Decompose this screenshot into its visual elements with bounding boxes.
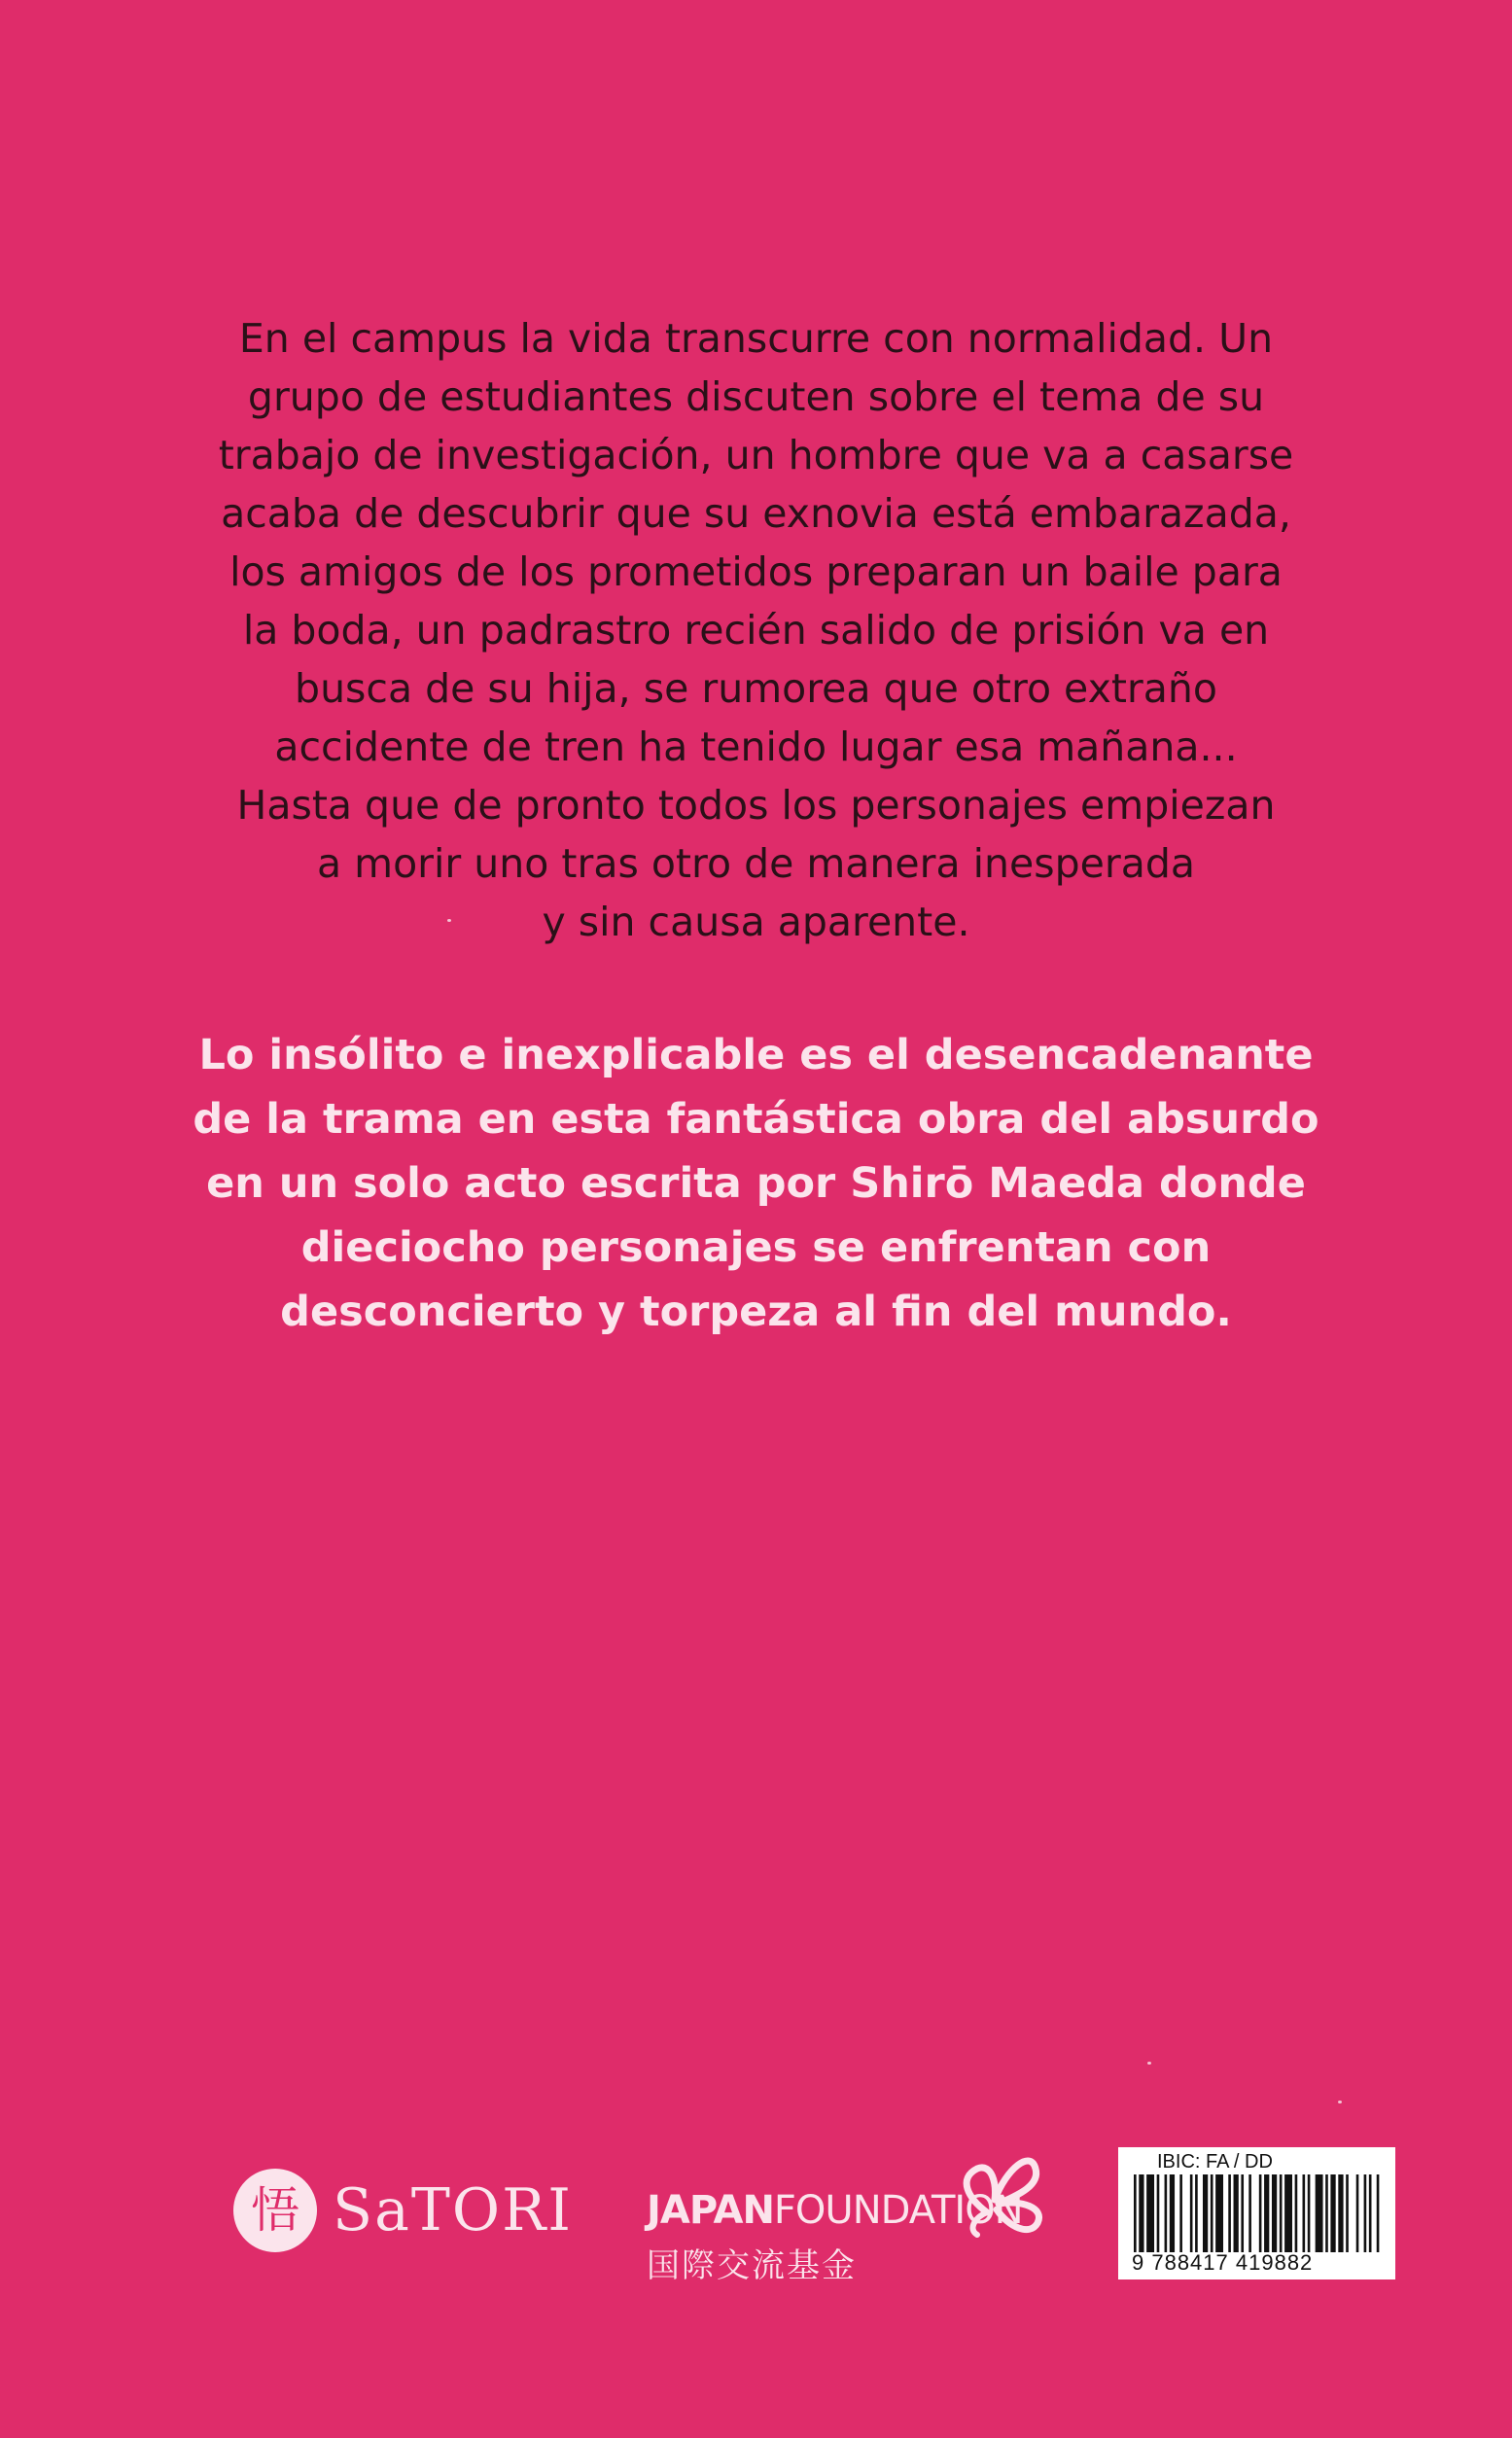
- barcode-bar: [1211, 2174, 1213, 2252]
- barcode-bar: [1165, 2174, 1168, 2252]
- barcode-bar: [1346, 2174, 1349, 2252]
- synopsis-line: la boda, un padrastro recién salido de prisión va en: [242, 607, 1270, 654]
- ibic-code: IBIC: FA / DD: [1157, 2151, 1273, 2173]
- blurb-paragraph: [146, 1023, 1366, 1344]
- synopsis-line: busca de su hija, se rumorea que otro extraño: [295, 665, 1217, 712]
- blurb-line: de la trama en esta fantástica obra del absurdo: [193, 1095, 1319, 1144]
- barcode-bar: [1295, 2174, 1298, 2252]
- barcode-bar: [1179, 2174, 1182, 2252]
- barcode-bar: [1272, 2174, 1277, 2252]
- barcode-bar: [1157, 2174, 1160, 2252]
- barcode-bars: [1134, 2174, 1382, 2252]
- barcode-bar: [1280, 2174, 1283, 2252]
- paper-speck: [1338, 2101, 1342, 2103]
- synopsis-line: los amigos de los prometidos preparan un baile para: [229, 548, 1283, 595]
- blurb-line: dieciocho personajes se enfrentan con: [300, 1223, 1212, 1272]
- partner-name-light: FOUNDATION: [773, 2188, 1023, 2233]
- isbn-barcode: [1118, 2147, 1395, 2279]
- barcode-bar: [1170, 2174, 1175, 2252]
- synopsis-line: En el campus la vida transcurre con normalidad. Un: [238, 315, 1274, 362]
- isbn-number: 9 788417 419882: [1132, 2250, 1314, 2275]
- partner-name-bold: JAPAN: [647, 2188, 774, 2233]
- paper-speck: [1147, 2062, 1151, 2065]
- synopsis-line: y sin causa aparente.: [542, 899, 970, 945]
- synopsis-line: trabajo de investigación, un hombre que va a casarse: [218, 432, 1294, 478]
- paper-speck: [447, 919, 451, 922]
- barcode-bar: [1364, 2174, 1367, 2252]
- barcode-bar: [1203, 2174, 1208, 2252]
- barcode-bar: [1316, 2174, 1323, 2252]
- synopsis-line: a morir uno tras otro de manera inesperada: [316, 840, 1195, 887]
- barcode-bar: [1215, 2174, 1223, 2252]
- barcode-bar: [1241, 2174, 1244, 2252]
- barcode-bar: [1234, 2174, 1239, 2252]
- barcode-bar: [1195, 2174, 1198, 2252]
- barcode-bar: [1190, 2174, 1193, 2252]
- partner-name-japanese: 国際交流基金: [647, 2246, 857, 2285]
- barcode-bar: [1356, 2174, 1359, 2252]
- barcode-bar: [1139, 2174, 1143, 2252]
- barcode-bar: [1264, 2174, 1269, 2252]
- synopsis-line: accidente de tren ha tenido lugar esa mañana...: [274, 724, 1238, 770]
- svg-text:悟: 悟: [251, 2182, 299, 2239]
- blurb-line: Lo insólito e inexplicable es el desencadenante: [198, 1031, 1314, 1079]
- publisher-logo: [231, 2167, 573, 2254]
- barcode-bar: [1308, 2174, 1311, 2252]
- partner-logo: [647, 2139, 1055, 2295]
- synopsis-paragraph: [146, 309, 1366, 951]
- synopsis-line: grupo de estudiantes discuten sobre el tema de su: [247, 373, 1265, 420]
- barcode-bar: [1228, 2174, 1231, 2252]
- barcode-bar: [1284, 2174, 1292, 2252]
- barcode-bar: [1330, 2174, 1335, 2252]
- barcode-bar: [1146, 2174, 1154, 2252]
- barcode-bar: [1377, 2174, 1380, 2252]
- barcode-bar: [1303, 2174, 1306, 2252]
- barcode-bar: [1325, 2174, 1328, 2252]
- barcode-bar: [1259, 2174, 1262, 2252]
- blurb-line: en un solo acto escrita por Shirō Maeda donde: [206, 1159, 1306, 1208]
- barcode-bar: [1134, 2174, 1137, 2252]
- barcode-bar: [1338, 2174, 1343, 2252]
- synopsis-line: acaba de descubrir que su exnovia está embarazada,: [221, 490, 1291, 537]
- barcode-bar: [1369, 2174, 1372, 2252]
- barcode-bar: [1248, 2174, 1251, 2252]
- satori-logo-icon: [231, 2167, 319, 2254]
- japan-foundation-butterfly-icon: [948, 2139, 1055, 2246]
- synopsis-line: Hasta que de pronto todos los personajes empiezan: [236, 782, 1276, 829]
- publisher-name: SaTORI: [333, 2176, 573, 2244]
- blurb-line: desconcierto y torpeza al fin del mundo.: [280, 1288, 1232, 1336]
